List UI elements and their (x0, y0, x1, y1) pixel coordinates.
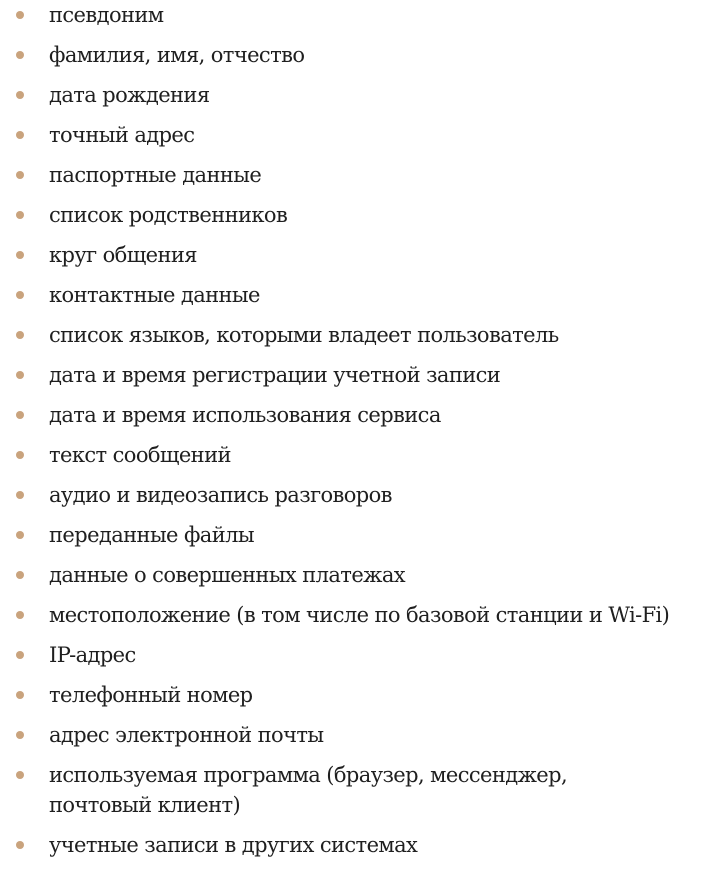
list-item-text: местоположение (в том числе по базовой станции и Wi-Fi) (49, 603, 670, 627)
list-item (0, 480, 717, 510)
list-item-text: фамилия, имя, отчество (49, 43, 305, 67)
list-item (0, 120, 717, 150)
bullet-dot-icon (16, 171, 24, 179)
list-item-text: список родственников (49, 203, 288, 227)
list-item-text: точный адрес (49, 123, 195, 147)
bullet-dot-icon (16, 371, 24, 379)
list-item (0, 200, 717, 230)
bullet-dot-icon (16, 331, 24, 339)
list-item-text: контактные данные (49, 283, 260, 307)
list-item (0, 400, 717, 430)
bullet-dot-icon (16, 291, 24, 299)
list-item (0, 640, 717, 670)
bullet-dot-icon (16, 91, 24, 99)
bullet-dot-icon (16, 691, 24, 699)
list-item-text: круг общения (49, 243, 197, 267)
list-item-text: используемая программа (браузер, мессенджер, почтовый клиент) (49, 763, 568, 817)
bullet-dot-icon (16, 841, 24, 849)
list-item (0, 160, 717, 190)
list-item-text: дата и время использования сервиса (49, 403, 441, 427)
list-item (0, 560, 717, 590)
list-item (0, 280, 717, 310)
list-item (0, 40, 717, 70)
list-item-text: список языков, которыми владеет пользователь (49, 323, 559, 347)
list-item (0, 240, 717, 270)
list-item-text: IP-адрес (49, 643, 136, 667)
bullet-dot-icon (16, 531, 24, 539)
list-item-text: псевдоним (49, 3, 164, 27)
bullet-dot-icon (16, 51, 24, 59)
list-item-text: данные о совершенных платежах (49, 563, 406, 587)
bullet-dot-icon (16, 651, 24, 659)
bullet-dot-icon (16, 211, 24, 219)
list-item-text: дата и время регистрации учетной записи (49, 363, 501, 387)
list-item-text: переданные файлы (49, 523, 254, 547)
bullet-dot-icon (16, 451, 24, 459)
list-item-text: аудио и видеозапись разговоров (49, 483, 392, 507)
list-item (0, 320, 717, 350)
bullet-dot-icon (16, 411, 24, 419)
list-item (0, 520, 717, 550)
list-item (0, 760, 609, 820)
bullet-dot-icon (16, 251, 24, 259)
bullet-dot-icon (16, 771, 24, 779)
bullet-dot-icon (16, 611, 24, 619)
list-item (0, 680, 717, 710)
list-item-text: учетные записи в других системах (49, 833, 418, 857)
list-item-text: адрес электронной почты (49, 723, 324, 747)
list-item (0, 80, 717, 110)
list-item-text: дата рождения (49, 83, 210, 107)
list-item (0, 830, 717, 860)
list-item (0, 440, 717, 470)
list-item (0, 720, 717, 750)
list-item (0, 360, 717, 390)
bullet-dot-icon (16, 491, 24, 499)
bullet-dot-icon (16, 131, 24, 139)
list-item-text: паспортные данные (49, 163, 262, 187)
list-item (0, 0, 717, 30)
list-item-text: текст сообщений (49, 443, 231, 467)
bullet-dot-icon (16, 731, 24, 739)
list-item (0, 600, 717, 630)
list-item-text: телефонный номер (49, 683, 253, 707)
bullet-dot-icon (16, 11, 24, 19)
bullet-dot-icon (16, 571, 24, 579)
